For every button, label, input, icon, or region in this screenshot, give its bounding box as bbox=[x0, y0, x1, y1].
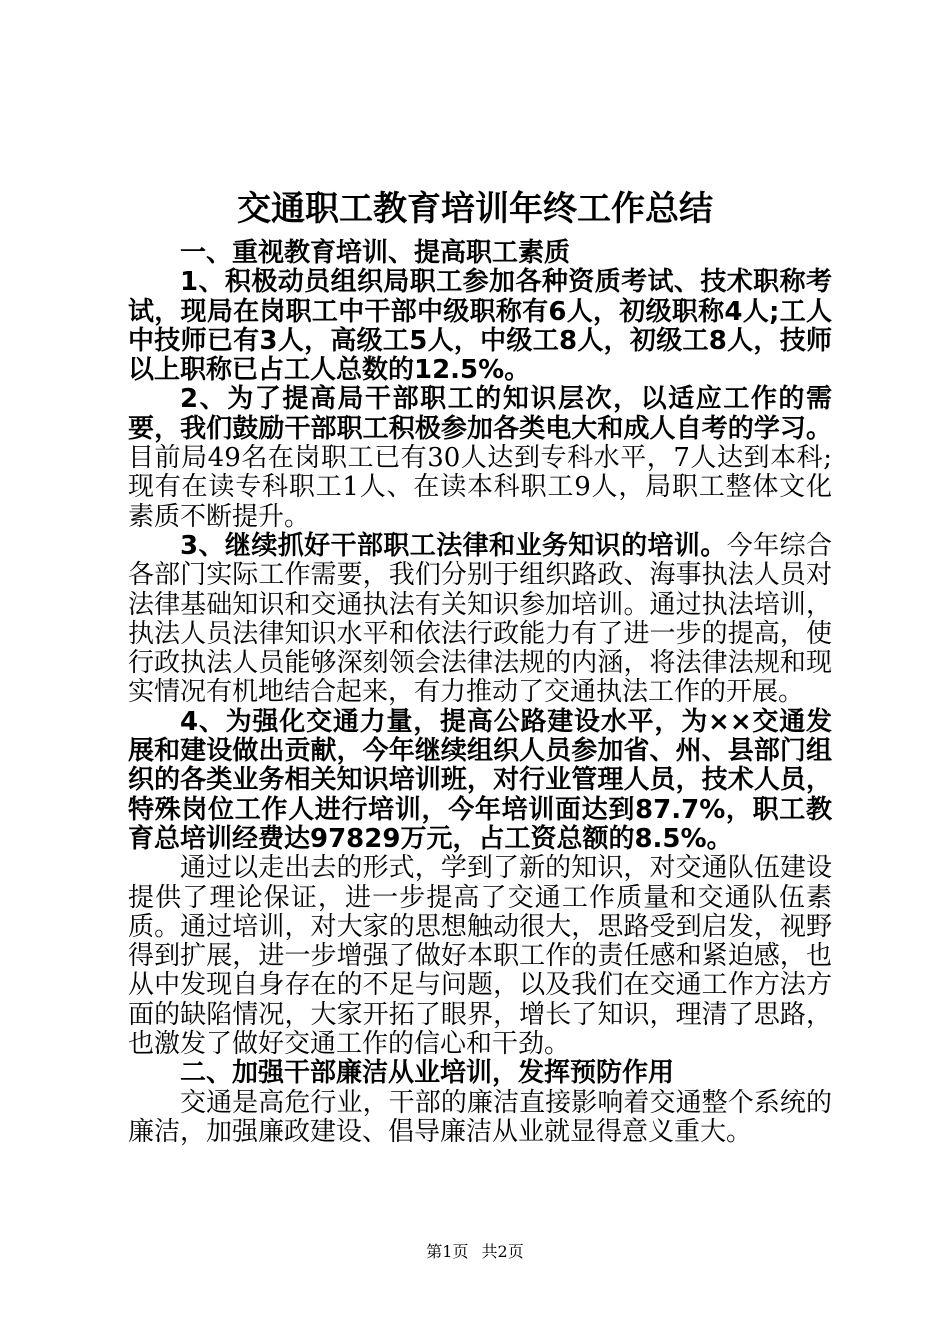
section-heading-2: 二、加强干部廉洁从业培训，发挥预防作用 bbox=[180, 1058, 675, 1089]
paragraph-item-1: 1、积极动员组织局职工参加各种资质考试、技术职称考试，现局在岗职工中干部中级职称有6人，初级职称4人;工人中技师已有3人，高级工5人，中级工8人，初级工8人，技师以上职称已占工人总数的12.5%。 bbox=[128, 267, 832, 386]
page-footer bbox=[0, 1242, 950, 1262]
paragraph-item-3 bbox=[128, 532, 832, 708]
paragraph-item-2 bbox=[128, 385, 832, 531]
paragraph-item-2-lead: 2、为了提高局干部职工的知识层次，以适应工作的需要，我们鼓励干部职工积极参加各类电大和成人自考的学习。 bbox=[128, 384, 832, 444]
document-title: 交通职工教育培训年终工作总结 bbox=[237, 189, 713, 229]
paragraph-item-3-lead: 3、继续抓好干部职工法律和业务知识的培训。 bbox=[180, 530, 727, 561]
paragraph-item-4: 4、为强化交通力量，提高公路建设水平，为××交通发展和建设做出贡献，今年继续组织人员参加省、州、县部门组织的各类业务相关知识培训班，对行业管理人员，技术人员，特殊岗位工作人进行培训，今年培训面达到87.7%，职工教育总培训经费达97829万元，占工资总额的8.5%。 bbox=[128, 706, 832, 854]
paragraph-item-2-text: 目前局49名在岗职工已有30人达到专科水平，7人达到本科;现有在读专科职工1人、在读本科职工9人，局职工整体文化素质不断提升。 bbox=[128, 443, 832, 532]
section-heading-1: 一、重视教育培训、提高职工素质 bbox=[180, 238, 571, 268]
document-body bbox=[128, 239, 832, 1147]
paragraph-summary: 通过以走出去的形式，学到了新的知识，对交通队伍建设提供了理论保证，进一步提高了交通工作质量和交通队伍素质。通过培训，对大家的思想触动很大，思路受到启发，视野得到扩展，进一步增强了做好本职工作的责任感和紧迫感，也从中发现自身存在的不足与问题，以及我们在交通工作方法方面的缺陷情况，大家开拓了眼界，增长了知识，理清了思路，也激发了做好交通工作的信心和干劲。 bbox=[128, 853, 832, 1060]
paragraph-integrity: 交通是高危行业，干部的廉洁直接影响着交通整个系统的廉洁，加强廉政建设、倡导廉洁从业就显得意义重大。 bbox=[128, 1087, 832, 1147]
paragraph-item-3-text: 今年综合各部门实际工作需要，我们分别于组织路政、海事执法人员对法律基础知识和交通执法有关知识参加培训。通过执法培训，执法人员法律知识水平和依法行政能力有了进一步的提高，使行政执法人员能够深刻领会法律法规的内涵，将法律法规和现实情况有机地结合起来，有力推动了交通执法工作的开展。 bbox=[128, 530, 832, 708]
page-number-current: 第1页 bbox=[426, 1242, 469, 1261]
page-number-total: 共2页 bbox=[481, 1242, 524, 1261]
